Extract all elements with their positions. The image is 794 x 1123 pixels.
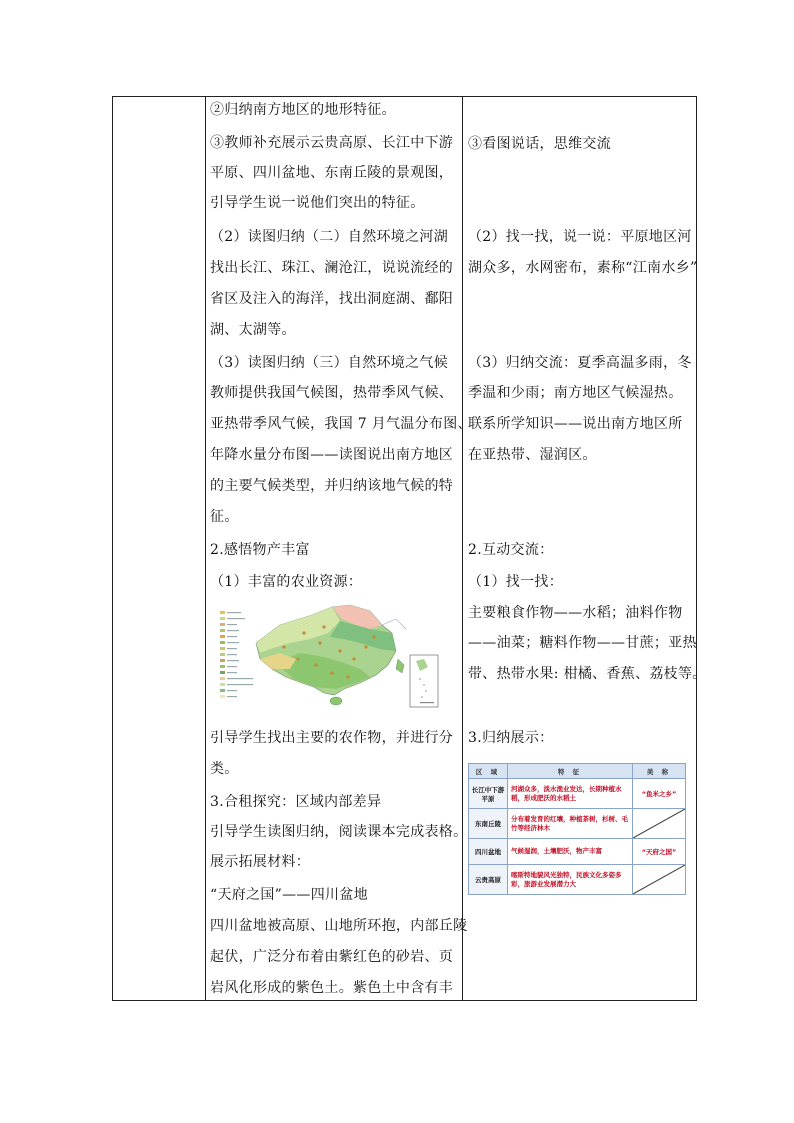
feature-cell: 河湖众多，淡水渔业发达，长期种植水稻，形成肥沃的水稻土 (508, 779, 633, 809)
feature-cell: 喀斯特地貌风光独特，民族文化多姿多彩，旅游业发展潜力大 (508, 865, 633, 895)
text-line: （3）读图归纳（三）自然环境之气候 (210, 355, 449, 371)
region-feature-table (468, 763, 686, 895)
south-china-sea-inset (410, 655, 438, 707)
diagonal-slash (633, 809, 685, 838)
text-line: （2）找一找，说一说：平原地区河 (468, 229, 692, 245)
map-landmass (256, 605, 404, 705)
praise-cell-empty (633, 865, 686, 895)
map-legend (220, 611, 253, 698)
text-line: ③教师补充展示云贵高原、长江中下游 (210, 135, 454, 151)
text-line: 找出长江、珠江、澜沧江，说说流经的 (210, 260, 454, 276)
text-line: （3）归纳交流：夏季高温多雨，冬 (468, 355, 692, 371)
table-header-row (469, 764, 686, 779)
region-cell: 云贵高原 (469, 865, 508, 895)
text-line: ③看图说话，思维交流 (468, 136, 611, 152)
text-line: 年降水量分布图——读图说出南方地区 (210, 447, 454, 463)
text-line: 平原、四川盆地、东南丘陵的景观图， (210, 165, 454, 181)
text-line: 岩风化形成的紫色土。紫色土中含有丰 (210, 980, 454, 996)
diagonal-slash (633, 865, 685, 894)
text-line: 主要粮食作物——水稻；油料作物 (468, 605, 683, 621)
text-line: 引导学生找出主要的农作物，并进行分 (210, 730, 454, 746)
table-row (469, 809, 686, 839)
header-region: 区 域 (469, 764, 508, 779)
text-line: 在亚热带、湿润区。 (468, 447, 597, 463)
text-line: 的主要气候类型，并归纳该地气候的特 (210, 478, 454, 494)
praise-cell: “鱼米之乡” (633, 779, 686, 809)
text-line: 省区及注入的海洋，找出洞庭湖、鄱阳 (210, 291, 454, 307)
region-cell: 长江中下游平原 (469, 779, 508, 809)
agriculture-map (220, 603, 446, 713)
text-line: 带、热带水果: 柑橘、香蕉、荔枝等。 (468, 666, 707, 682)
header-praise: 美 称 (633, 764, 686, 779)
student-activity-column (463, 97, 707, 1000)
table-row (469, 779, 686, 809)
text-line: 联系所学知识——说出南方地区所 (468, 416, 683, 432)
text-line: 教师提供我国气候图，热带季风气候、 (210, 385, 454, 401)
teacher-activity-column (206, 97, 472, 1000)
table-row (469, 839, 686, 865)
text-line: 展示拓展材料： (210, 854, 311, 870)
text-line: ②归纳南方地区的地形特征。 (210, 102, 396, 118)
header-feature: 特 征 (508, 764, 633, 779)
praise-cell: “天府之国” (633, 839, 686, 865)
feature-cell: 气候湿润，土壤肥沃，物产丰富 (508, 839, 633, 865)
text-line: 起伏，广泛分布着由紫红色的砂岩、页 (210, 949, 454, 965)
region-cell: 四川盆地 (469, 839, 508, 865)
text-line: 3.合租探究：区域内部差异 (210, 794, 382, 810)
text-line: 亚热带季风气候，我国 7 月气温分布图、 (210, 416, 472, 432)
text-line: 引导学生说一说他们突出的特征。 (210, 195, 425, 211)
text-line: （1）丰富的农业资源： (210, 574, 363, 590)
china-south-map-image (220, 603, 446, 713)
text-line: 2.互动交流： (468, 542, 554, 558)
text-line: （2）读图归纳（二）自然环境之河湖 (210, 229, 449, 245)
text-line: “天府之国”——四川盆地 (210, 887, 368, 903)
text-line: （1）找一找： (468, 574, 564, 590)
table-row (469, 865, 686, 895)
text-line: 征。 (210, 509, 239, 525)
text-line: 湖众多，水网密布，素称“江南水乡” (468, 260, 698, 276)
lesson-plan-table (112, 96, 707, 1001)
text-line: 四川盆地被高原、山地所环抱，内部丘陵 (210, 918, 468, 934)
praise-cell-empty (633, 809, 686, 839)
text-line: ——油菜；糖料作物——甘蔗；亚热 (468, 635, 697, 651)
text-line: 3.归纳展示： (468, 730, 554, 746)
text-line: 2.感悟物产丰富 (210, 542, 310, 558)
region-cell: 东南丘陵 (469, 809, 508, 839)
text-line: 季温和少雨；南方地区气候湿热。 (468, 385, 683, 401)
text-line: 引导学生读图归纳，阅读课本完成表格。 (210, 824, 468, 840)
text-line: 湖、太湖等。 (210, 322, 296, 338)
text-line: 类。 (210, 761, 239, 777)
feature-cell: 分布着发育的红壤，种植茶树，杉树、毛竹等经济林木 (508, 809, 633, 839)
